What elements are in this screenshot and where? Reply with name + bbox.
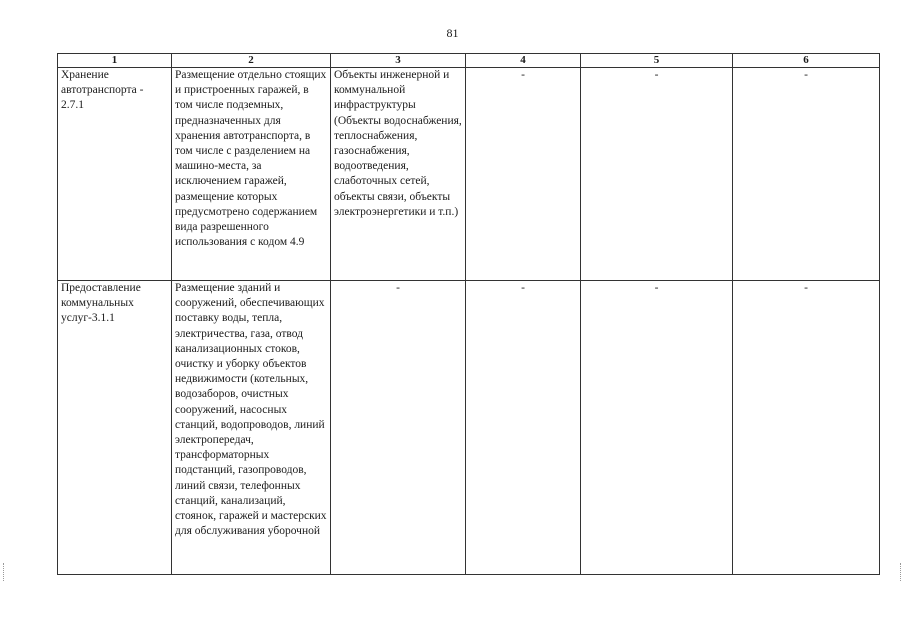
table-header-row (58, 54, 880, 68)
header-col-5: 5 (581, 54, 733, 68)
header-col-1: 1 (58, 54, 172, 68)
use-type-cell: Хранение автотранспорта - 2.7.1 (58, 68, 172, 281)
page-number: 81 (446, 26, 459, 40)
param-cell-6: - (733, 68, 880, 281)
table-row (58, 68, 880, 281)
scan-edge-mark-right (900, 563, 903, 581)
scan-edge-mark-left (3, 563, 6, 581)
header-col-3: 3 (331, 54, 466, 68)
use-description-cell: Размещение отдельно стоящих и пристроенных гаражей, в том числе подземных, предназначенных для хранения автотранспорта, в том числе с разделением на машино-места, за исключением гаражей, размещение которых предусмотрено содержанием вида разрешенного использования с кодом 4.9 (172, 68, 331, 281)
table-row (58, 281, 880, 575)
param-cell-6: - (733, 281, 880, 575)
header-col-4: 4 (466, 54, 581, 68)
param-cell-4: - (466, 68, 581, 281)
param-cell-4: - (466, 281, 581, 575)
use-type-cell: Предоставление коммунальных услуг-3.1.1 (58, 281, 172, 575)
param-cell-5: - (581, 68, 733, 281)
allowed-objects-cell: Объекты инженерной и коммунальной инфраструктуры (Объекты водоснабжения, теплоснабжения, газоснабжения, водоотведения, слаботочных сетей, объекты связи, объекты электроэнергетики и т.п.) (331, 68, 466, 281)
header-col-6: 6 (733, 54, 880, 68)
header-col-2: 2 (172, 54, 331, 68)
use-description-cell: Размещение зданий и сооружений, обеспечивающих поставку воды, тепла, электричества, газа, отвод канализационных стоков, очистку и уборку объектов недвижимости (котельных, водозаборов, очистных сооружений, насосных станций, водопроводов, линий электропередач, трансформаторных подстанций, газопроводов, линий связи, телефонных станций, канализаций, стоянок, гаражей и мастерских для обслуживания уборочной (172, 281, 331, 575)
land-use-table (57, 53, 880, 575)
param-cell-5: - (581, 281, 733, 575)
allowed-objects-cell: - (331, 281, 466, 575)
